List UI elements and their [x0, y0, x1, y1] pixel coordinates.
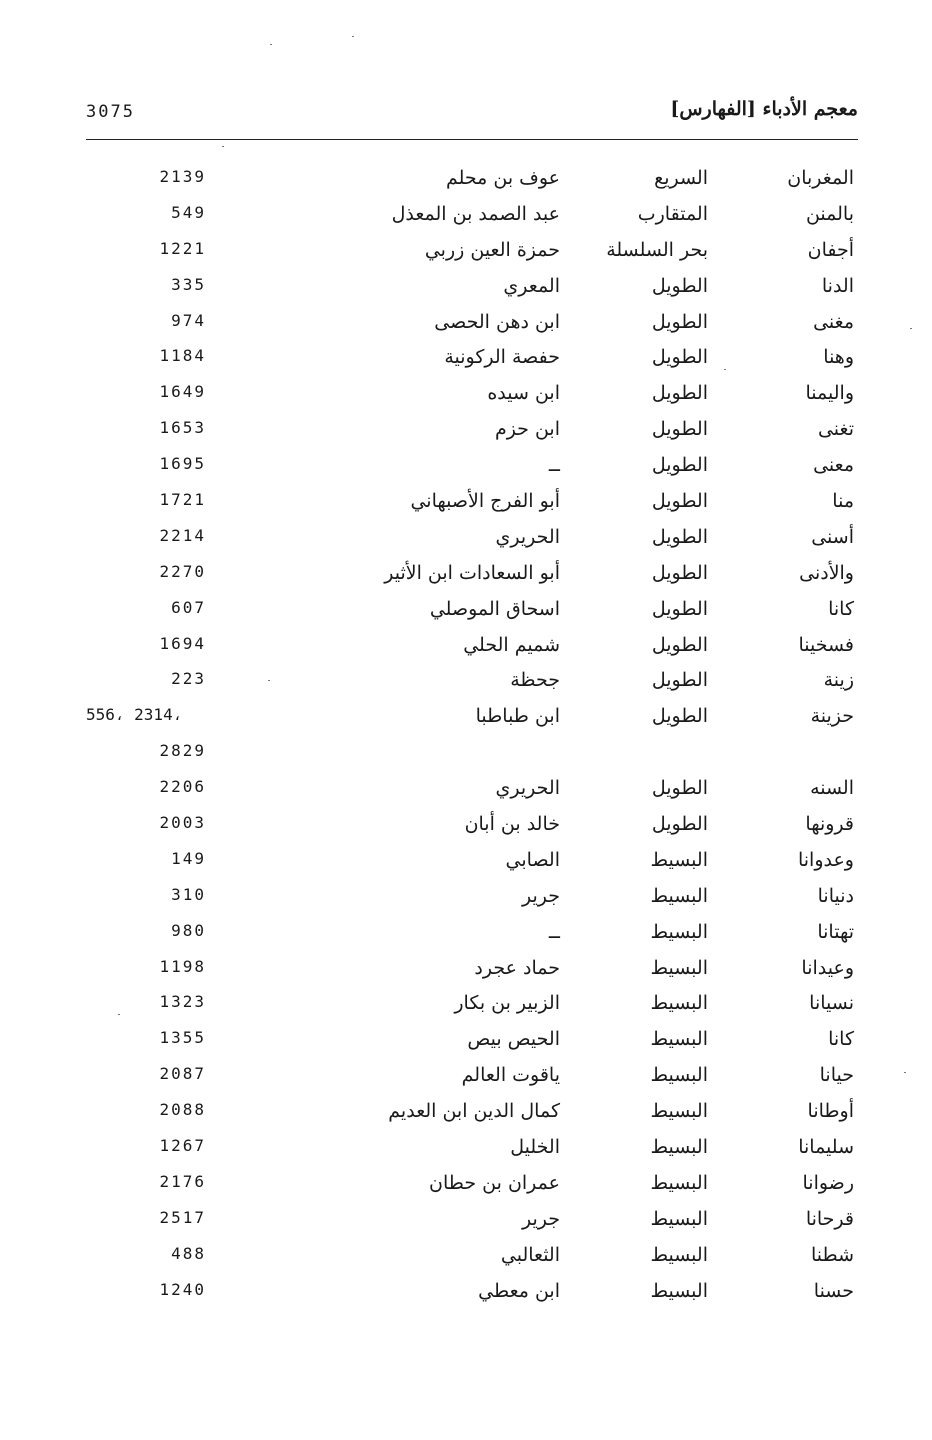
- rhyme-word: دنيانا: [817, 884, 854, 907]
- page-references: 2517: [159, 1207, 206, 1227]
- index-row: [86, 1167, 858, 1203]
- rhyme-word: حيانا: [819, 1064, 854, 1087]
- poet-name: الزبير بن بكار: [454, 992, 560, 1015]
- scan-speck: [270, 44, 272, 45]
- meter-name: البسيط: [650, 956, 708, 979]
- index-row: [86, 629, 858, 665]
- poet-name: ابن دهن الحصى: [434, 310, 560, 333]
- meter-name: البسيط: [650, 1207, 708, 1230]
- meter-name: البسيط: [650, 1279, 708, 1302]
- meter-name: الطويل: [651, 669, 708, 692]
- poet-name: ابن طباطبا: [475, 705, 560, 728]
- rhyme-word: وعدوانا: [797, 848, 854, 871]
- index-row: [86, 270, 858, 306]
- index-row: [86, 341, 858, 377]
- poet-name: أبو الفرج الأصبهاني: [410, 490, 560, 513]
- index-row: [86, 1095, 858, 1131]
- rhyme-word: قرونها: [805, 813, 854, 836]
- poet-name: خالد بن أبان: [464, 813, 560, 836]
- page-references: 2003: [159, 813, 206, 833]
- page-references: 1653: [159, 418, 206, 438]
- poet-name: حفصة الركونية: [444, 346, 560, 369]
- index-row: [86, 664, 858, 700]
- index-row: [86, 844, 858, 880]
- poet-name: شميم الحلي: [463, 633, 560, 656]
- scan-speck: [904, 1072, 906, 1073]
- meter-name: البسيط: [650, 1243, 708, 1266]
- scan-speck: [222, 146, 224, 147]
- poet-name: الحريري: [495, 777, 560, 800]
- page-references: 2206: [159, 777, 206, 797]
- rhyme-word: المغربان: [787, 167, 854, 189]
- meter-name: الطويل: [651, 777, 708, 800]
- poet-name: ــ: [548, 920, 560, 943]
- rhyme-word: شطنا: [810, 1243, 854, 1266]
- meter-name: السريع: [654, 167, 708, 189]
- index-row: [86, 916, 858, 952]
- page-references: 1184: [159, 346, 206, 366]
- rhyme-word: سليمانا: [798, 1136, 854, 1159]
- page-references: 1267: [159, 1136, 206, 1156]
- page-references: 549: [171, 202, 206, 222]
- meter-name: البسيط: [650, 1028, 708, 1051]
- page-references: 556، 2314،: [86, 705, 183, 725]
- page-references: 2829: [159, 741, 206, 761]
- meter-name: الطويل: [651, 454, 708, 477]
- rhyme-word: قرحانا: [805, 1207, 854, 1230]
- poet-name: جحظة: [510, 669, 560, 692]
- rhyme-word: تغنى: [817, 418, 854, 441]
- index-row: [86, 772, 858, 808]
- rhyme-word: فسخينا: [798, 633, 854, 656]
- rhyme-word: معنى: [813, 454, 854, 477]
- page-references: 2270: [159, 561, 206, 581]
- meter-name: الطويل: [651, 310, 708, 333]
- index-row: [86, 198, 858, 234]
- index-row: [86, 234, 858, 270]
- page-references: 1695: [159, 454, 206, 474]
- scan-speck: [910, 328, 912, 329]
- rhyme-word: أجفان: [807, 238, 854, 261]
- page-references: 1721: [159, 490, 206, 510]
- meter-name: الطويل: [651, 597, 708, 620]
- page-references: 980: [171, 920, 206, 940]
- index-row: [86, 1059, 858, 1095]
- page-references: 2214: [159, 525, 206, 545]
- page-references: 223: [171, 669, 206, 689]
- page-references: 607: [171, 597, 206, 617]
- rhyme-index-table: [86, 162, 858, 1311]
- rhyme-word: حزينة: [810, 705, 854, 728]
- meter-name: الطويل: [651, 813, 708, 836]
- rhyme-word: رضوانا: [802, 1171, 854, 1194]
- page-references: 2088: [159, 1100, 206, 1120]
- page-references: 2087: [159, 1064, 206, 1084]
- poet-name: الحيص بيص: [467, 1028, 560, 1051]
- meter-name: الطويل: [651, 525, 708, 548]
- rhyme-word: واليمنا: [805, 382, 854, 405]
- rhyme-word: والأدنى: [799, 561, 854, 584]
- rhyme-word: كانا: [828, 1028, 854, 1051]
- meter-name: الطويل: [651, 274, 708, 297]
- meter-name: البسيط: [650, 1100, 708, 1123]
- header-divider: [86, 139, 858, 140]
- poet-name: ــ: [548, 454, 560, 477]
- meter-name: البسيط: [650, 848, 708, 871]
- index-row: [86, 449, 858, 485]
- poet-name: كمال الدين ابن العديم: [388, 1100, 560, 1123]
- meter-name: الطويل: [651, 382, 708, 405]
- rhyme-word: تهتانا: [817, 920, 854, 943]
- rhyme-word: حسنا: [813, 1279, 854, 1302]
- rhyme-word: أسنى: [811, 525, 854, 548]
- meter-name: البسيط: [650, 1136, 708, 1159]
- poet-name: جرير: [522, 1207, 560, 1230]
- book-title: معجم الأدباء [الفهارس]: [670, 98, 858, 120]
- index-row: [86, 413, 858, 449]
- index-row: [86, 485, 858, 521]
- meter-name: البسيط: [650, 992, 708, 1015]
- index-row: [86, 593, 858, 629]
- page-references: 335: [171, 274, 206, 294]
- page-references: 1323: [159, 992, 206, 1012]
- poet-name: المعري: [503, 274, 560, 297]
- page-references: 149: [171, 848, 206, 868]
- rhyme-word: منا: [832, 490, 854, 513]
- meter-name: المتقارب: [637, 202, 708, 225]
- poet-name: الثعالبي: [500, 1243, 560, 1266]
- poet-name: حماد عجرد: [474, 956, 560, 979]
- index-row: [86, 1131, 858, 1167]
- index-row: [86, 736, 858, 772]
- poet-name: حمزة العين زربي: [424, 238, 560, 261]
- meter-name: الطويل: [651, 561, 708, 584]
- poet-name: عبد الصمد بن المعذل: [391, 202, 560, 225]
- poet-name: جرير: [522, 884, 560, 907]
- index-row: [86, 377, 858, 413]
- page-references: 2176: [159, 1171, 206, 1191]
- index-row: [86, 880, 858, 916]
- page-references: 1649: [159, 382, 206, 402]
- index-row: [86, 987, 858, 1023]
- meter-name: الطويل: [651, 346, 708, 369]
- rhyme-word: أوطانا: [807, 1100, 854, 1123]
- rhyme-word: الدنا: [821, 274, 854, 297]
- page-references: 974: [171, 310, 206, 330]
- poet-name: عوف بن محلم: [445, 167, 560, 189]
- scan-speck: [118, 1014, 120, 1015]
- rhyme-word: كانا: [828, 597, 854, 620]
- poet-name: الخليل: [510, 1136, 560, 1159]
- page-references: 1355: [159, 1028, 206, 1048]
- poet-name: ابن معطي: [478, 1279, 560, 1302]
- poet-name: الصابي: [505, 848, 560, 871]
- index-row: [86, 1023, 858, 1059]
- index-row: [86, 521, 858, 557]
- scan-speck: [268, 680, 270, 681]
- page-references: 2139: [159, 167, 206, 186]
- rhyme-word: السنه: [810, 777, 854, 800]
- index-row: [86, 952, 858, 988]
- index-row: [86, 306, 858, 342]
- rhyme-word: زينة: [823, 669, 854, 692]
- poet-name: ياقوت العالم: [461, 1064, 560, 1087]
- index-row: [86, 557, 858, 593]
- index-row: [86, 700, 858, 736]
- page-number: 3075: [86, 102, 135, 122]
- index-row: [86, 1239, 858, 1275]
- rhyme-word: وعيدانا: [801, 956, 854, 979]
- poet-name: أبو السعادات ابن الأثير: [384, 561, 560, 584]
- rhyme-word: مغنى: [813, 310, 854, 333]
- page-references: 1221: [159, 238, 206, 258]
- index-row: [86, 162, 858, 198]
- index-row: [86, 1203, 858, 1239]
- poet-name: عمران بن حطان: [429, 1171, 560, 1194]
- scan-speck: [724, 369, 726, 370]
- poet-name: الحريري: [495, 525, 560, 548]
- poet-name: ابن سيده: [487, 382, 560, 405]
- page-references: 310: [171, 884, 206, 904]
- running-header: [86, 96, 858, 132]
- meter-name: الطويل: [651, 490, 708, 513]
- page-references: 1198: [159, 956, 206, 976]
- meter-name: البسيط: [650, 1064, 708, 1087]
- poet-name: ابن حزم: [494, 418, 560, 441]
- index-row: [86, 808, 858, 844]
- meter-name: الطويل: [651, 633, 708, 656]
- page-references: 1694: [159, 633, 206, 653]
- meter-name: البسيط: [650, 920, 708, 943]
- meter-name: البسيط: [650, 884, 708, 907]
- scan-speck: [352, 36, 354, 37]
- meter-name: الطويل: [651, 705, 708, 728]
- rhyme-word: نسيانا: [809, 992, 854, 1015]
- rhyme-word: وهنا: [823, 346, 854, 369]
- meter-name: بحر السلسلة: [606, 238, 708, 261]
- page-references: 488: [171, 1243, 206, 1263]
- rhyme-word: بالمنن: [805, 202, 854, 225]
- index-row: [86, 1275, 858, 1311]
- meter-name: البسيط: [650, 1171, 708, 1194]
- meter-name: الطويل: [651, 418, 708, 441]
- page-references: 1240: [159, 1279, 206, 1299]
- poet-name: اسحاق الموصلي: [429, 597, 560, 620]
